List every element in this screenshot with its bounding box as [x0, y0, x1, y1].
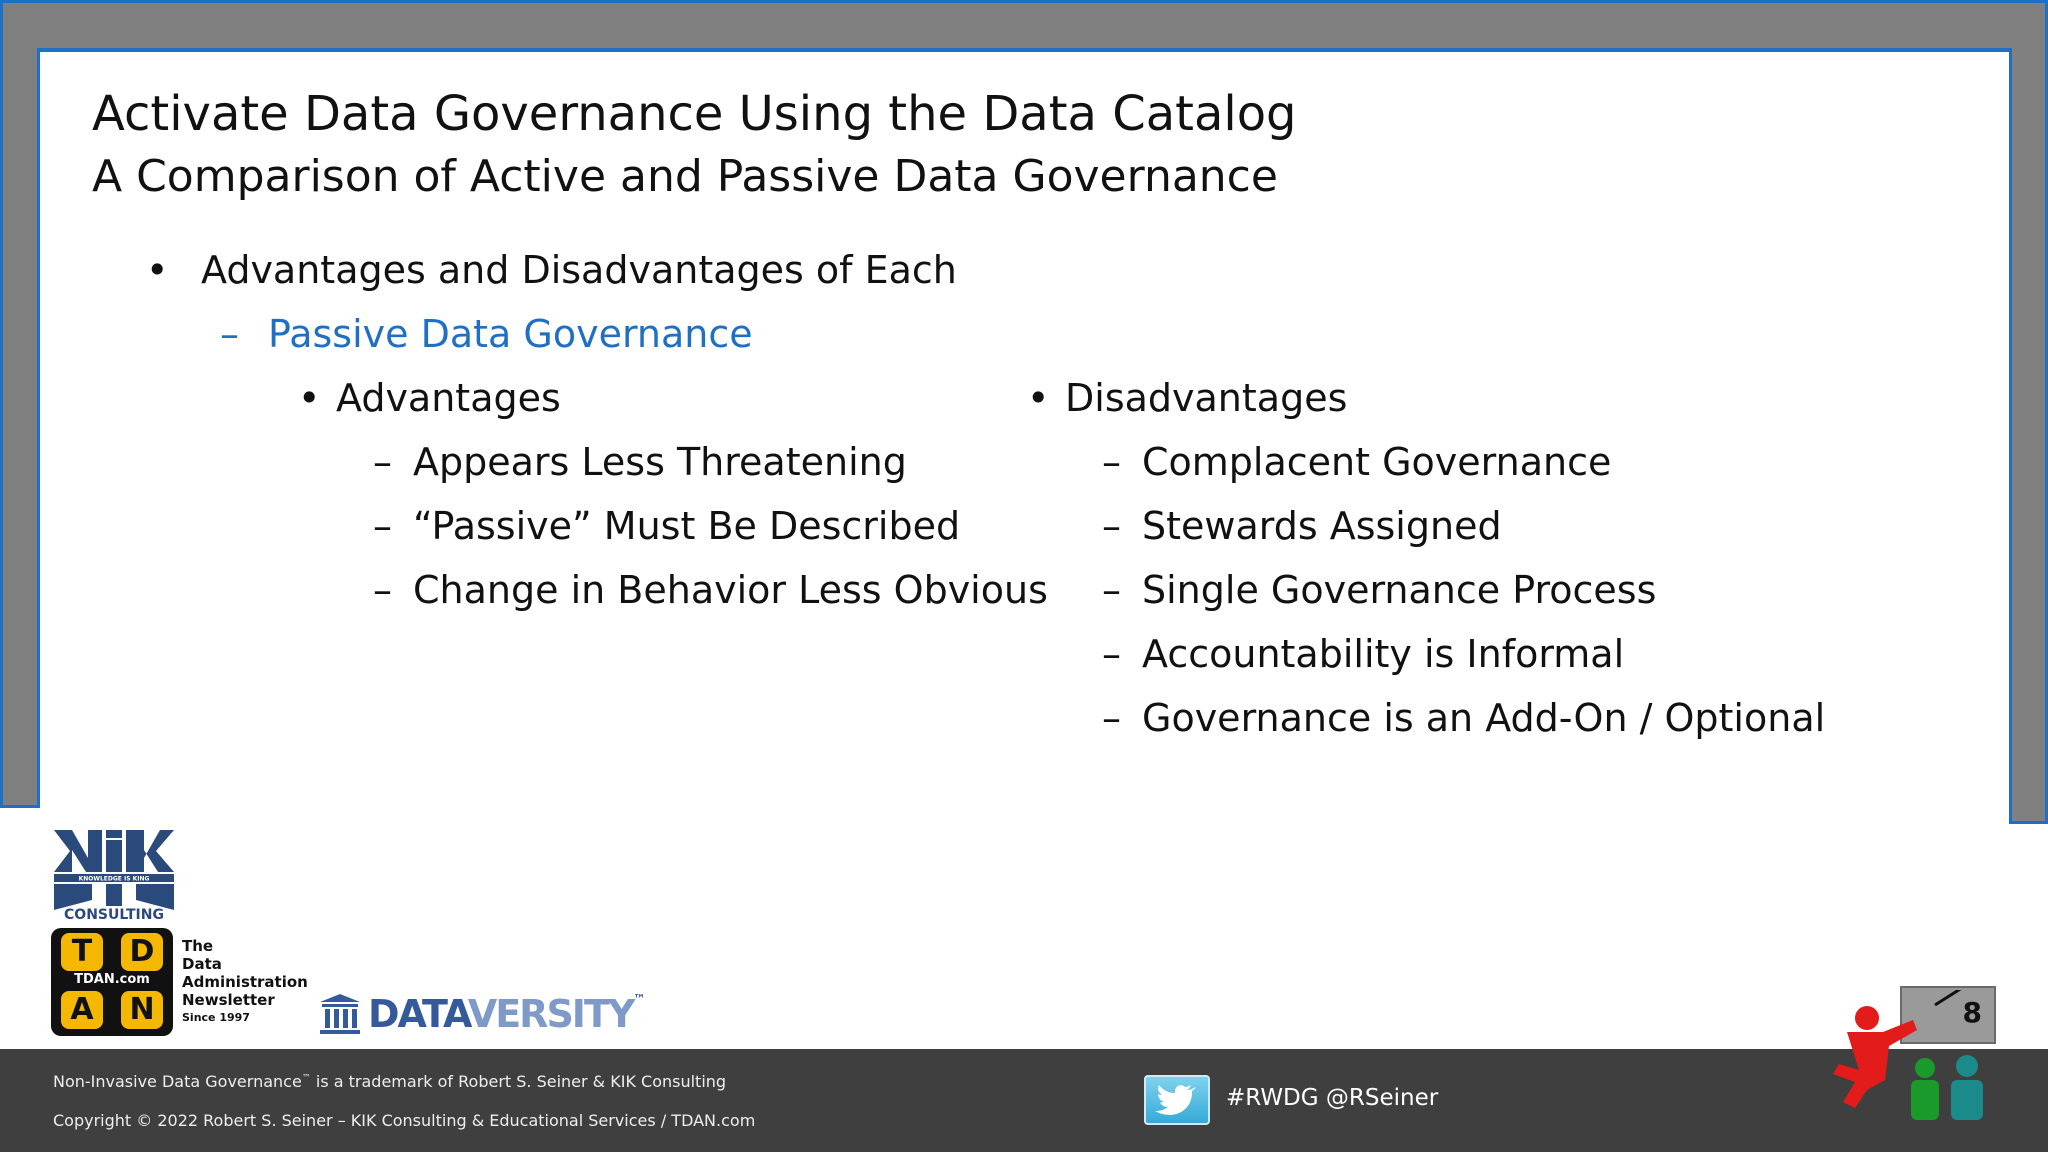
dash-marker: – — [220, 312, 239, 356]
bullet-marker: • — [146, 248, 169, 292]
copyright-notice: Copyright © 2022 Robert S. Seiner – KIK Consulting & Educational Services / TDAN.com — [53, 1111, 756, 1130]
tdan-line: Administration — [182, 973, 308, 991]
slide-subtitle: A Comparison of Active and Passive Data Governance — [92, 151, 1278, 202]
dash-marker: – — [373, 504, 392, 548]
advantages-heading-text: Advantages — [336, 376, 561, 420]
disadvantage-item-text: Stewards Assigned — [1142, 504, 1502, 548]
advantage-item-text: Appears Less Threatening — [413, 440, 907, 484]
footer-bar — [0, 1049, 2048, 1152]
columns-icon — [318, 994, 362, 1034]
advantage-item-text: “Passive” Must Be Described — [413, 504, 961, 548]
tdan-line: Newsletter — [182, 991, 275, 1009]
tdan-letter: N — [121, 991, 163, 1029]
presenter-icon — [1825, 990, 1995, 1122]
dash-marker: – — [373, 440, 392, 484]
disadvantage-item-text: Accountability is Informal — [1142, 632, 1625, 676]
dash-marker: – — [1102, 504, 1121, 548]
tdan-line: The — [182, 937, 214, 955]
social-handle: #RWDG @RSeiner — [1226, 1085, 1439, 1111]
top-frame-bar — [0, 0, 2048, 52]
trademark-symbol: ™ — [301, 1073, 311, 1084]
tdan-domain: TDAN.com — [74, 972, 150, 987]
dash-marker: – — [1102, 568, 1121, 612]
twitter-icon — [1144, 1075, 1210, 1125]
kik-tagline: KNOWLEDGE IS KING — [78, 875, 150, 883]
dash-marker: – — [373, 568, 392, 612]
disadvantage-item-text: Governance is an Add-On / Optional — [1142, 696, 1826, 740]
dash-marker: – — [1102, 440, 1121, 484]
disadvantage-item-text: Complacent Governance — [1142, 440, 1612, 484]
bullet-text: Advantages and Disadvantages of Each — [201, 248, 957, 292]
dataversity-tm: ™ — [633, 992, 644, 1006]
bullet-text: Passive Data Governance — [268, 312, 753, 356]
tdan-newsletter-text — [182, 937, 308, 1027]
trademark-notice — [53, 1072, 726, 1091]
kik-name: CONSULTING — [64, 907, 164, 920]
bullet-marker: • — [1027, 376, 1050, 420]
dataversity-light: VERSITY — [467, 992, 634, 1036]
kik-consulting-logo — [52, 828, 176, 920]
disadvantage-item-text: Single Governance Process — [1142, 568, 1657, 612]
trademark-text: is a trademark of Robert S. Seiner & KIK Consulting — [310, 1072, 727, 1091]
slide-title: Activate Data Governance Using the Data Catalog — [92, 86, 1297, 142]
dataversity-bold: DATA — [368, 992, 468, 1036]
disadvantages-heading-text: Disadvantages — [1065, 376, 1348, 420]
advantage-item-text: Change in Behavior Less Obvious — [413, 568, 1048, 612]
dataversity-logo — [318, 990, 644, 1038]
tdan-line: Data — [182, 955, 222, 973]
dash-marker: – — [1102, 632, 1121, 676]
dash-marker: – — [1102, 696, 1121, 740]
bullet-marker: • — [298, 376, 321, 420]
tdan-letter: A — [61, 991, 103, 1029]
tdan-since: Since 1997 — [182, 1011, 250, 1024]
left-frame-bar — [0, 48, 40, 808]
dataversity-wordmark — [368, 992, 643, 1036]
trademark-name: Non-Invasive Data Governance — [53, 1072, 302, 1091]
right-frame-bar — [2009, 48, 2048, 824]
tdan-logo — [51, 928, 173, 1036]
tdan-letter: T — [61, 933, 103, 971]
tdan-letter: D — [121, 933, 163, 971]
page-number: 8 — [1962, 996, 1982, 1029]
